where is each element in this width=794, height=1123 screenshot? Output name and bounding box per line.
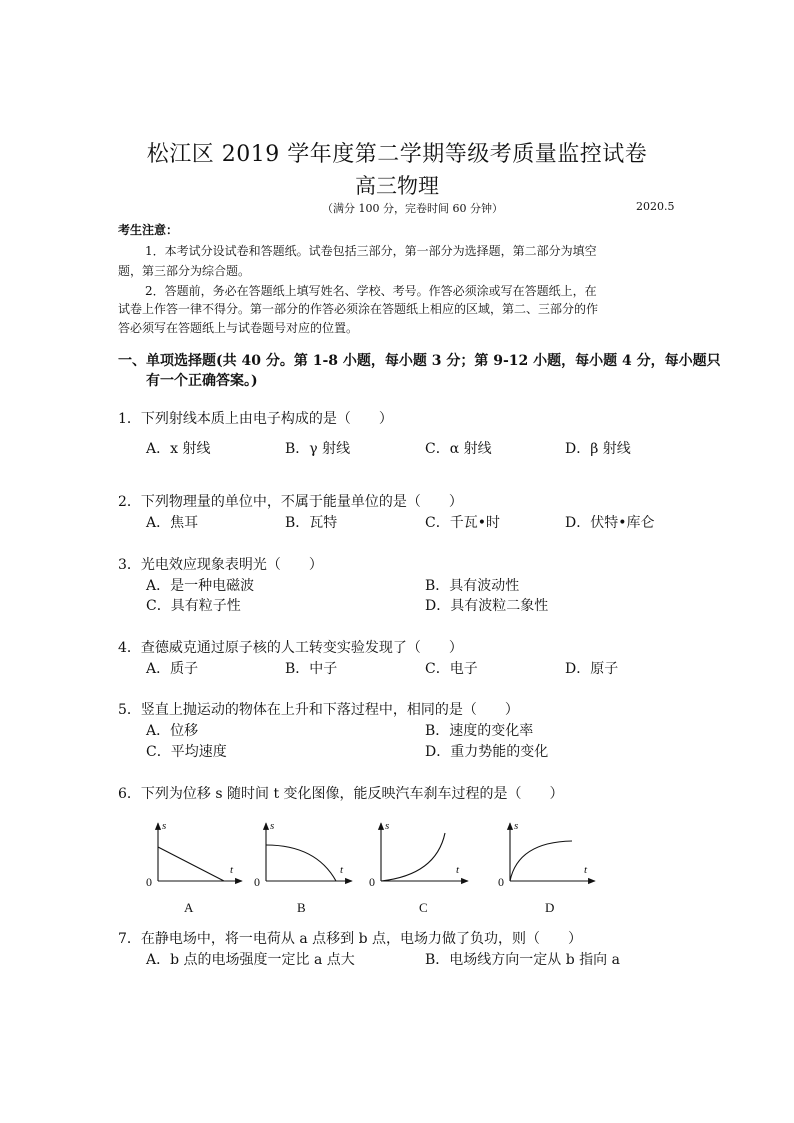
graph-c-origin: 0	[369, 875, 375, 889]
graph-a-caption: A	[184, 900, 194, 915]
graph-d-t-label: t	[584, 864, 588, 876]
question-3-option-b: B．具有波动性	[425, 578, 520, 594]
exam-date: 2020.5	[636, 200, 675, 213]
question-7-stem: 7．在静电场中，将一电荷从 a 点移到 b 点，电场力做了负功，则（ ）	[118, 931, 583, 947]
question-4-option-b: B．中子	[285, 661, 338, 677]
question-3-option-d: D．具有波粒二象性	[425, 598, 549, 614]
graph-d-s-label: s	[514, 820, 519, 832]
graph-b-origin: 0	[254, 875, 260, 889]
notice-item1-line2: 题，第三部分为综合题。	[118, 264, 251, 278]
question-1-option-a: A．x 射线	[146, 441, 211, 457]
question-5-option-d: D．重力势能的变化	[425, 744, 549, 760]
question-5-option-b: B．速度的变化率	[425, 723, 534, 739]
question-4-option-d: D．原子	[565, 661, 619, 677]
graph-c-s-label: s	[385, 820, 390, 832]
question-1-option-c: C．α 射线	[425, 441, 492, 457]
question-2-option-c: C．千瓦•时	[425, 515, 500, 531]
graph-d-origin: 0	[498, 875, 504, 889]
question-1-option-d: D．β 射线	[565, 441, 631, 457]
question-2-option-a: A．焦耳	[146, 515, 199, 531]
question-1-option-b: B．γ 射线	[285, 441, 351, 457]
question-4-stem: 4．查德威克通过原子核的人工转变实验发现了（ ）	[118, 640, 463, 656]
question-2-stem: 2．下列物理量的单位中，不属于能量单位的是（ ）	[118, 494, 463, 510]
question-3-stem: 3．光电效应现象表明光（ ）	[118, 557, 323, 573]
graph-a-t-label: t	[230, 864, 234, 876]
question-3-option-a: A．是一种电磁波	[146, 578, 255, 594]
question-7-option-b: B．电场线方向一定从 b 指向 a	[425, 952, 620, 968]
exam-subtitle: 高三物理	[355, 174, 439, 198]
question-4-option-c: C．电子	[425, 661, 478, 677]
question-6-stem: 6．下列为位移 s 随时间 t 变化图像，能反映汽车刹车过程的是（ ）	[118, 786, 564, 802]
graph-a-s-label: s	[162, 820, 167, 832]
graph-c-caption: C	[419, 900, 428, 915]
graph-c-t-label: t	[456, 864, 460, 876]
notice-heading: 考生注意：	[118, 223, 179, 237]
section-heading-line1: 一、单项选择题(共 40 分。第 1-8 小题，每小题 3 分；第 9-12 小题，每小题 4 分，每小题只	[118, 353, 721, 369]
section-heading-line2: 有一个正确答案。)	[146, 373, 258, 389]
graph-d-curve	[510, 841, 572, 881]
exam-title: 松江区 2019 学年度第二学期等级考质量监控试卷	[146, 142, 648, 167]
question-7-option-a: A．b 点的电场强度一定比 a 点大	[146, 952, 355, 968]
question-5-stem: 5．竖直上抛运动的物体在上升和下落过程中，相同的是（ ）	[118, 702, 519, 718]
notice-item2-line1: 2．答题前，务必在答题纸上填写姓名、学校、考号。作答必须涂或写在答题纸上，在	[145, 284, 597, 298]
question-5-option-c: C．平均速度	[146, 744, 227, 760]
graph-d-caption: D	[545, 900, 555, 915]
question-6-graphs	[140, 815, 620, 920]
notice-item1-line1: 1．本考试分设试卷和答题纸。试卷包括三部分，第一部分为选择题，第二部分为填空	[145, 244, 597, 258]
graph-a-curve	[158, 847, 224, 881]
notice-item2-line3: 答必须写在答题纸上与试卷题号对应的位置。	[118, 321, 359, 335]
score-time-note: （满分 100 分，完卷时间 60 分钟）	[322, 202, 503, 215]
question-3-option-c: C．具有粒子性	[146, 598, 241, 614]
graph-b-caption: B	[297, 900, 306, 915]
question-4-option-a: A．质子	[146, 661, 199, 677]
question-2-option-d: D．伏特•库仑	[565, 515, 655, 531]
graph-b-t-label: t	[340, 864, 344, 876]
graph-b-curve	[266, 845, 336, 881]
graph-b-s-label: s	[270, 820, 275, 832]
notice-item2-line2: 试卷上作答一律不得分。第一部分的作答必须涂在答题纸上相应的区域，第二、三部分的作	[118, 302, 599, 316]
question-1-stem: 1．下列射线本质上由电子构成的是（ ）	[118, 411, 393, 427]
question-2-option-b: B．瓦特	[285, 515, 338, 531]
graph-a-origin: 0	[146, 875, 152, 889]
question-5-option-a: A．位移	[146, 723, 199, 739]
graph-c-curve	[381, 833, 445, 881]
